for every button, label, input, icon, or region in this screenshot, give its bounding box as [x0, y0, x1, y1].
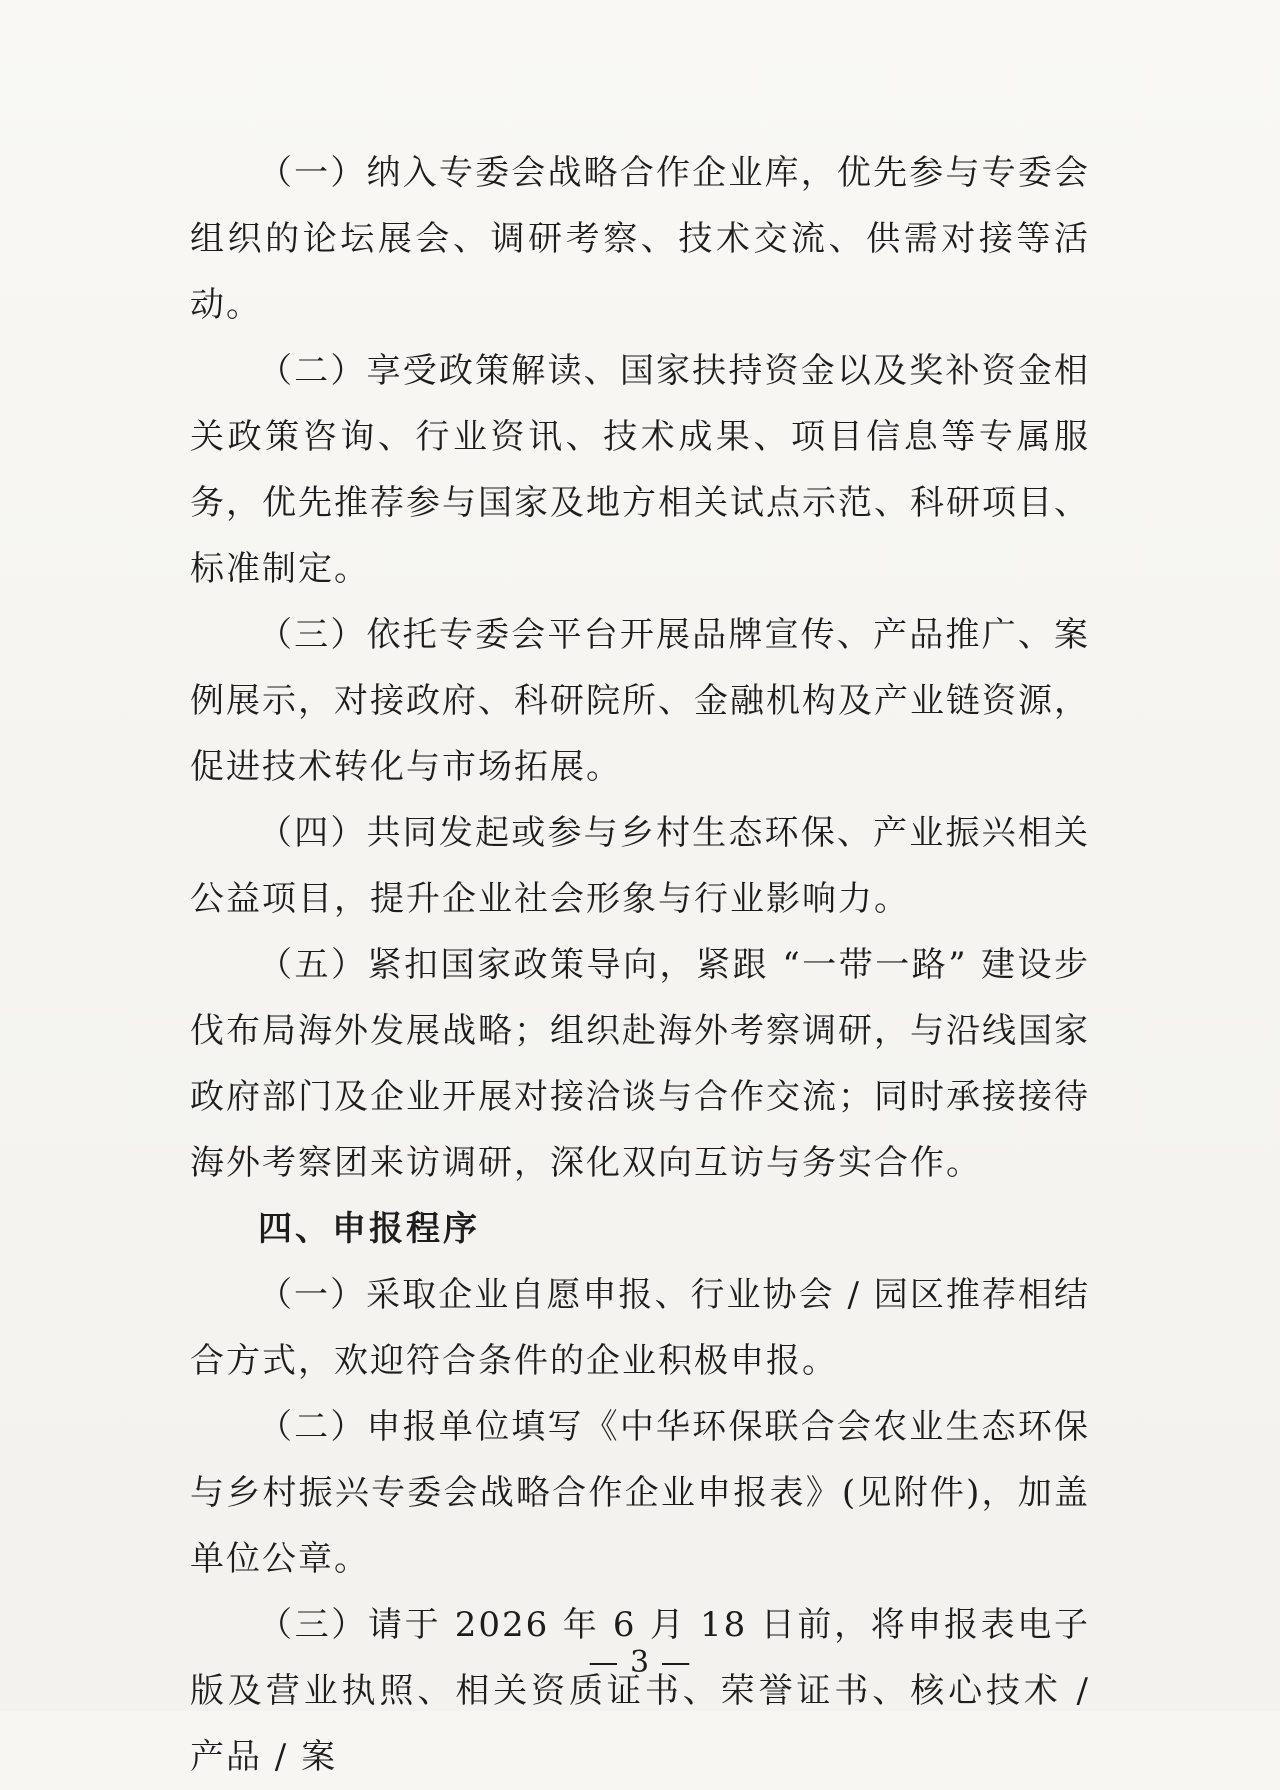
paragraph-benefit-3: （三）依托专委会平台开展品牌宣传、产品推广、案例展示，对接政府、科研院所、金融机构及产业链资源，促进技术转化与市场拓展。: [190, 615, 1090, 787]
paragraph-procedure-2: （二）申报单位填写《中华环保联合会农业生态环保与乡村振兴专委会战略合作企业申报表》(见附件)，加盖单位公章。: [190, 1407, 1090, 1579]
paragraph-procedure-1: （一）采取企业自愿申报、行业协会 / 园区推荐相结合方式，欢迎符合条件的企业积极申报。: [190, 1275, 1090, 1381]
section-heading: 四、申报程序: [258, 1209, 480, 1249]
paragraph-benefit-5: （五）紧扣国家政策导向，紧跟 “一带一路” 建设步伐布局海外发展战略；组织赴海外考察调研，与沿线国家政府部门及企业开展对接洽谈与合作交流；同时承接接待海外考察团来访调研，深化双向互访与务实合作。: [190, 945, 1090, 1183]
document-body: [190, 140, 1090, 1790]
paragraph-benefit-4: （四）共同发起或参与乡村生态环保、产业振兴相关公益项目，提升企业社会形象与行业影响力。: [190, 813, 1090, 919]
paragraph-benefit-2: （二）享受政策解读、国家扶持资金以及奖补资金相关政策咨询、行业资讯、技术成果、项目信息等专属服务，优先推荐参与国家及地方相关试点示范、科研项目、标准制定。: [190, 351, 1090, 589]
paragraph-procedure-3: （三）请于 2026 年 6 月 18 日前，将申报表电子版及营业执照、相关资质证书、荣誉证书、核心技术 / 产品 / 案: [190, 1605, 1090, 1777]
paragraph-benefit-1: （一）纳入专委会战略合作企业库，优先参与专委会组织的论坛展会、调研考察、技术交流、供需对接等活动。: [190, 153, 1090, 325]
page-number: — 3 —: [588, 1645, 692, 1680]
